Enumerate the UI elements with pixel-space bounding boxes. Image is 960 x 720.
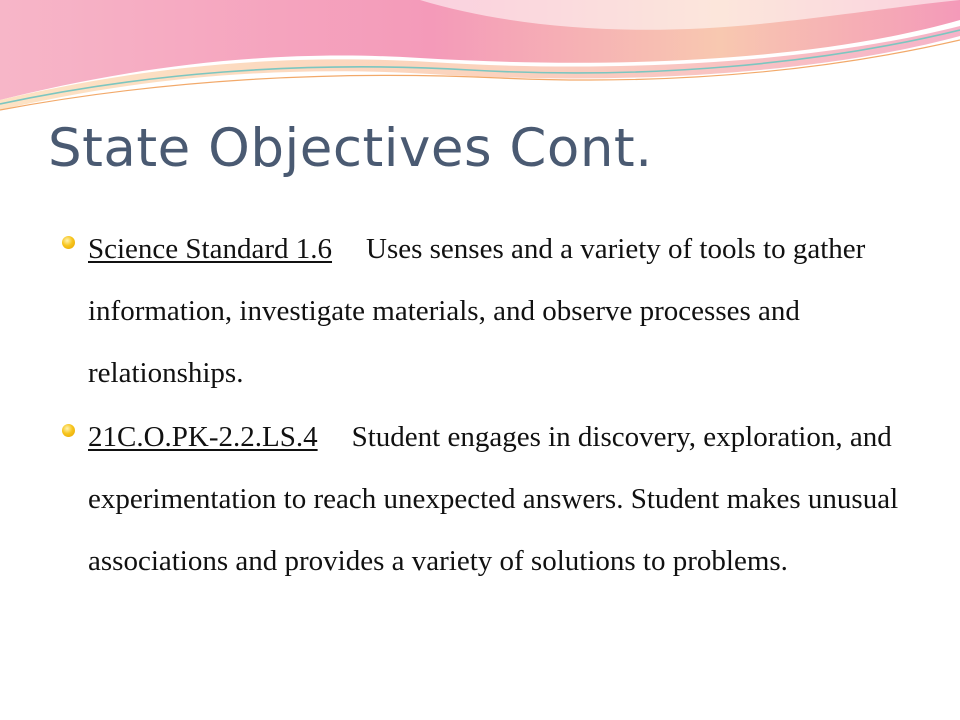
standard-description: Uses senses and a variety of tools to gather information, investigate materials, and observe processes and relationships. [88, 233, 866, 389]
bullet-item [60, 218, 920, 404]
decorative-banner [0, 0, 960, 120]
bullet-item [60, 406, 920, 592]
slide-title: State Objectives Cont. [48, 118, 653, 179]
bullet-list [60, 218, 920, 594]
standard-code: 21C.O.PK-2.2.LS.4 [88, 421, 318, 453]
standard-code: Science Standard 1.6 [88, 233, 333, 265]
standard-description: Student engages in discovery, exploration, and experimentation to reach unexpected answers. Student makes unusual associations and provides a variety of solutions to problems. [88, 421, 899, 577]
bullet-dot-icon [62, 424, 75, 437]
bullet-dot-icon [62, 236, 75, 249]
